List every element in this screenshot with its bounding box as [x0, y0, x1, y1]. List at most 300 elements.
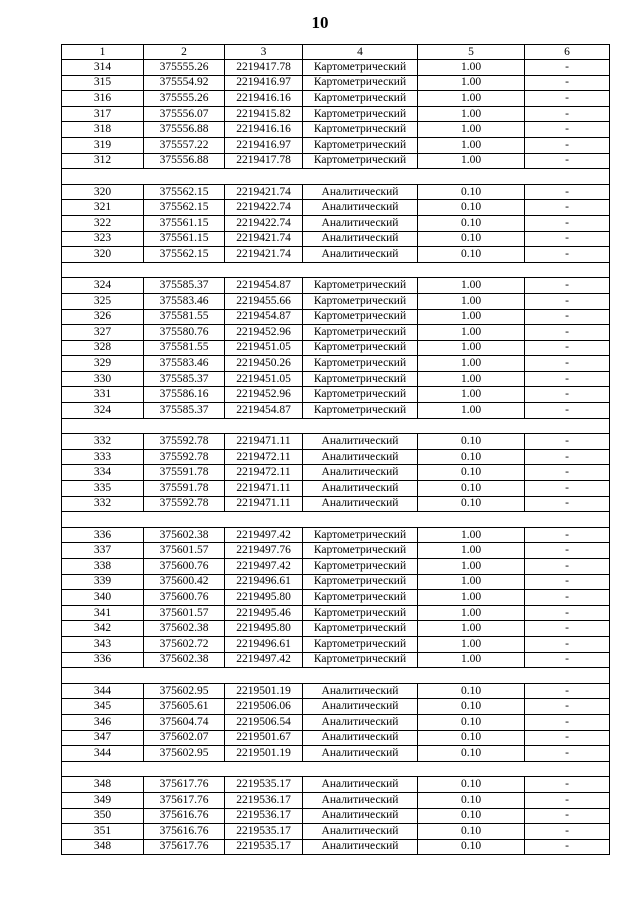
table-separator-row: [62, 668, 610, 684]
method-cell: Картометрический: [303, 636, 418, 652]
table-separator-row: [62, 169, 610, 185]
table-row: [62, 839, 610, 855]
note-cell: -: [525, 543, 610, 559]
x-coordinate-cell: 375556.88: [144, 122, 225, 138]
x-coordinate-cell: 375556.07: [144, 106, 225, 122]
x-coordinate-cell: 375583.46: [144, 293, 225, 309]
accuracy-cell: 1.00: [418, 356, 525, 372]
note-cell: -: [525, 574, 610, 590]
point-number-cell: 340: [62, 590, 144, 606]
y-coordinate-cell: 2219416.16: [225, 122, 303, 138]
note-cell: -: [525, 340, 610, 356]
point-number-cell: 335: [62, 481, 144, 497]
note-cell: -: [525, 683, 610, 699]
table-row: [62, 714, 610, 730]
x-coordinate-cell: 375601.57: [144, 605, 225, 621]
accuracy-cell: 0.10: [418, 465, 525, 481]
accuracy-cell: 1.00: [418, 309, 525, 325]
x-coordinate-cell: 375605.61: [144, 699, 225, 715]
x-coordinate-cell: 375591.78: [144, 465, 225, 481]
x-coordinate-cell: 375585.37: [144, 371, 225, 387]
point-number-cell: 332: [62, 496, 144, 512]
header-col-6: 6: [525, 45, 610, 60]
accuracy-cell: 1.00: [418, 278, 525, 294]
method-cell: Аналитический: [303, 434, 418, 450]
note-cell: -: [525, 325, 610, 341]
accuracy-cell: 1.00: [418, 403, 525, 419]
y-coordinate-cell: 2219472.11: [225, 449, 303, 465]
page-number: 10: [311, 13, 329, 32]
note-cell: -: [525, 278, 610, 294]
method-cell: Аналитический: [303, 465, 418, 481]
table-row: [62, 137, 610, 153]
x-coordinate-cell: 375617.76: [144, 792, 225, 808]
table-row: [62, 792, 610, 808]
accuracy-cell: 1.00: [418, 527, 525, 543]
method-cell: Аналитический: [303, 777, 418, 793]
y-coordinate-cell: 2219452.96: [225, 325, 303, 341]
y-coordinate-cell: 2219454.87: [225, 309, 303, 325]
note-cell: -: [525, 652, 610, 668]
note-cell: -: [525, 465, 610, 481]
table-row: [62, 636, 610, 652]
note-cell: -: [525, 184, 610, 200]
accuracy-cell: 0.10: [418, 683, 525, 699]
method-cell: Картометрический: [303, 527, 418, 543]
table-row: [62, 590, 610, 606]
accuracy-cell: 1.00: [418, 652, 525, 668]
note-cell: -: [525, 60, 610, 76]
method-cell: Аналитический: [303, 496, 418, 512]
note-cell: -: [525, 636, 610, 652]
note-cell: -: [525, 231, 610, 247]
method-cell: Картометрический: [303, 340, 418, 356]
table-row: [62, 387, 610, 403]
separator-cell: [62, 169, 610, 185]
table-row: [62, 293, 610, 309]
x-coordinate-cell: 375592.78: [144, 449, 225, 465]
point-number-cell: 312: [62, 153, 144, 169]
header-col-4: 4: [303, 45, 418, 60]
point-number-cell: 349: [62, 792, 144, 808]
method-cell: Аналитический: [303, 231, 418, 247]
accuracy-cell: 1.00: [418, 340, 525, 356]
accuracy-cell: 1.00: [418, 106, 525, 122]
separator-cell: [62, 512, 610, 528]
x-coordinate-cell: 375617.76: [144, 777, 225, 793]
y-coordinate-cell: 2219497.42: [225, 527, 303, 543]
accuracy-cell: 0.10: [418, 824, 525, 840]
table-row: [62, 75, 610, 91]
point-number-cell: 321: [62, 200, 144, 216]
point-number-cell: 337: [62, 543, 144, 559]
y-coordinate-cell: 2219421.74: [225, 231, 303, 247]
method-cell: Картометрический: [303, 309, 418, 325]
note-cell: -: [525, 75, 610, 91]
point-number-cell: 347: [62, 730, 144, 746]
note-cell: -: [525, 200, 610, 216]
accuracy-cell: 1.00: [418, 543, 525, 559]
table-row: [62, 527, 610, 543]
method-cell: Картометрический: [303, 605, 418, 621]
accuracy-cell: 1.00: [418, 621, 525, 637]
point-number-cell: 320: [62, 184, 144, 200]
point-number-cell: 327: [62, 325, 144, 341]
y-coordinate-cell: 2219417.78: [225, 153, 303, 169]
accuracy-cell: 0.10: [418, 200, 525, 216]
accuracy-cell: 1.00: [418, 91, 525, 107]
accuracy-cell: 1.00: [418, 122, 525, 138]
note-cell: -: [525, 387, 610, 403]
y-coordinate-cell: 2219452.96: [225, 387, 303, 403]
x-coordinate-cell: 375581.55: [144, 309, 225, 325]
method-cell: Картометрический: [303, 91, 418, 107]
x-coordinate-cell: 375580.76: [144, 325, 225, 341]
point-number-cell: 336: [62, 527, 144, 543]
method-cell: Аналитический: [303, 808, 418, 824]
method-cell: Картометрический: [303, 652, 418, 668]
y-coordinate-cell: 2219416.97: [225, 75, 303, 91]
y-coordinate-cell: 2219506.06: [225, 699, 303, 715]
x-coordinate-cell: 375555.26: [144, 91, 225, 107]
point-number-cell: 314: [62, 60, 144, 76]
table-separator-row: [62, 418, 610, 434]
accuracy-cell: 1.00: [418, 371, 525, 387]
accuracy-cell: 1.00: [418, 590, 525, 606]
header-row: [62, 45, 610, 60]
note-cell: -: [525, 730, 610, 746]
method-cell: Аналитический: [303, 215, 418, 231]
note-cell: -: [525, 496, 610, 512]
table-row: [62, 574, 610, 590]
y-coordinate-cell: 2219496.61: [225, 636, 303, 652]
point-number-cell: 324: [62, 278, 144, 294]
accuracy-cell: 0.10: [418, 215, 525, 231]
y-coordinate-cell: 2219451.05: [225, 340, 303, 356]
y-coordinate-cell: 2219471.11: [225, 481, 303, 497]
method-cell: Аналитический: [303, 839, 418, 855]
table-row: [62, 309, 610, 325]
x-coordinate-cell: 375602.95: [144, 683, 225, 699]
y-coordinate-cell: 2219454.87: [225, 403, 303, 419]
x-coordinate-cell: 375600.42: [144, 574, 225, 590]
table-body: [62, 60, 610, 855]
point-number-cell: 324: [62, 403, 144, 419]
accuracy-cell: 0.10: [418, 184, 525, 200]
x-coordinate-cell: 375586.16: [144, 387, 225, 403]
table-row: [62, 153, 610, 169]
x-coordinate-cell: 375561.15: [144, 215, 225, 231]
y-coordinate-cell: 2219535.17: [225, 839, 303, 855]
note-cell: -: [525, 777, 610, 793]
accuracy-cell: 0.10: [418, 730, 525, 746]
x-coordinate-cell: 375557.22: [144, 137, 225, 153]
table-row: [62, 231, 610, 247]
header-col-2: 2: [144, 45, 225, 60]
table-row: [62, 824, 610, 840]
accuracy-cell: 0.10: [418, 231, 525, 247]
method-cell: Аналитический: [303, 449, 418, 465]
method-cell: Картометрический: [303, 543, 418, 559]
table-row: [62, 481, 610, 497]
accuracy-cell: 0.10: [418, 714, 525, 730]
point-number-cell: 348: [62, 777, 144, 793]
table-row: [62, 699, 610, 715]
accuracy-cell: 0.10: [418, 792, 525, 808]
note-cell: -: [525, 621, 610, 637]
method-cell: Картометрический: [303, 137, 418, 153]
y-coordinate-cell: 2219455.66: [225, 293, 303, 309]
y-coordinate-cell: 2219422.74: [225, 200, 303, 216]
x-coordinate-cell: 375581.55: [144, 340, 225, 356]
header-col-5: 5: [418, 45, 525, 60]
method-cell: Картометрический: [303, 403, 418, 419]
table-row: [62, 449, 610, 465]
y-coordinate-cell: 2219536.17: [225, 792, 303, 808]
accuracy-cell: 1.00: [418, 636, 525, 652]
table-row: [62, 730, 610, 746]
method-cell: Аналитический: [303, 247, 418, 263]
accuracy-cell: 0.10: [418, 808, 525, 824]
y-coordinate-cell: 2219501.19: [225, 746, 303, 762]
y-coordinate-cell: 2219421.74: [225, 247, 303, 263]
note-cell: -: [525, 247, 610, 263]
note-cell: -: [525, 106, 610, 122]
table-row: [62, 652, 610, 668]
point-number-cell: 338: [62, 559, 144, 575]
method-cell: Картометрический: [303, 356, 418, 372]
y-coordinate-cell: 2219495.80: [225, 590, 303, 606]
method-cell: Картометрический: [303, 559, 418, 575]
note-cell: -: [525, 371, 610, 387]
y-coordinate-cell: 2219535.17: [225, 824, 303, 840]
table-separator-row: [62, 761, 610, 777]
note-cell: -: [525, 293, 610, 309]
y-coordinate-cell: 2219497.42: [225, 652, 303, 668]
accuracy-cell: 1.00: [418, 574, 525, 590]
accuracy-cell: 1.00: [418, 75, 525, 91]
note-cell: -: [525, 746, 610, 762]
note-cell: -: [525, 434, 610, 450]
method-cell: Картометрический: [303, 574, 418, 590]
y-coordinate-cell: 2219535.17: [225, 777, 303, 793]
table-row: [62, 808, 610, 824]
note-cell: -: [525, 792, 610, 808]
x-coordinate-cell: 375602.95: [144, 746, 225, 762]
accuracy-cell: 1.00: [418, 137, 525, 153]
note-cell: -: [525, 590, 610, 606]
x-coordinate-cell: 375600.76: [144, 559, 225, 575]
x-coordinate-cell: 375617.76: [144, 839, 225, 855]
table-row: [62, 106, 610, 122]
x-coordinate-cell: 375583.46: [144, 356, 225, 372]
method-cell: Аналитический: [303, 481, 418, 497]
point-number-cell: 317: [62, 106, 144, 122]
accuracy-cell: 0.10: [418, 777, 525, 793]
method-cell: Картометрический: [303, 75, 418, 91]
note-cell: -: [525, 527, 610, 543]
accuracy-cell: 1.00: [418, 387, 525, 403]
table-row: [62, 371, 610, 387]
y-coordinate-cell: 2219417.78: [225, 60, 303, 76]
x-coordinate-cell: 375592.78: [144, 434, 225, 450]
point-number-cell: 328: [62, 340, 144, 356]
method-cell: Картометрический: [303, 60, 418, 76]
table-row: [62, 683, 610, 699]
method-cell: Аналитический: [303, 699, 418, 715]
point-number-cell: 341: [62, 605, 144, 621]
table-row: [62, 91, 610, 107]
note-cell: -: [525, 824, 610, 840]
note-cell: -: [525, 153, 610, 169]
y-coordinate-cell: 2219536.17: [225, 808, 303, 824]
point-number-cell: 326: [62, 309, 144, 325]
table-row: [62, 777, 610, 793]
accuracy-cell: 0.10: [418, 434, 525, 450]
note-cell: -: [525, 559, 610, 575]
y-coordinate-cell: 2219422.74: [225, 215, 303, 231]
x-coordinate-cell: 375602.72: [144, 636, 225, 652]
method-cell: Картометрический: [303, 293, 418, 309]
x-coordinate-cell: 375616.76: [144, 824, 225, 840]
separator-cell: [62, 418, 610, 434]
table-row: [62, 496, 610, 512]
y-coordinate-cell: 2219495.46: [225, 605, 303, 621]
x-coordinate-cell: 375585.37: [144, 278, 225, 294]
table-row: [62, 356, 610, 372]
note-cell: -: [525, 215, 610, 231]
table-row: [62, 60, 610, 76]
point-number-cell: 351: [62, 824, 144, 840]
table-row: [62, 621, 610, 637]
accuracy-cell: 1.00: [418, 60, 525, 76]
method-cell: Картометрический: [303, 122, 418, 138]
method-cell: Картометрический: [303, 278, 418, 294]
accuracy-cell: 0.10: [418, 481, 525, 497]
note-cell: -: [525, 137, 610, 153]
point-number-cell: 350: [62, 808, 144, 824]
table-row: [62, 200, 610, 216]
x-coordinate-cell: 375585.37: [144, 403, 225, 419]
table-row: [62, 278, 610, 294]
table-row: [62, 184, 610, 200]
x-coordinate-cell: 375591.78: [144, 481, 225, 497]
x-coordinate-cell: 375616.76: [144, 808, 225, 824]
point-number-cell: 348: [62, 839, 144, 855]
table-row: [62, 340, 610, 356]
y-coordinate-cell: 2219415.82: [225, 106, 303, 122]
point-number-cell: 318: [62, 122, 144, 138]
accuracy-cell: 0.10: [418, 247, 525, 263]
separator-cell: [62, 761, 610, 777]
point-number-cell: 331: [62, 387, 144, 403]
table-separator-row: [62, 512, 610, 528]
header-col-3: 3: [225, 45, 303, 60]
note-cell: -: [525, 91, 610, 107]
method-cell: Аналитический: [303, 746, 418, 762]
x-coordinate-cell: 375562.15: [144, 200, 225, 216]
x-coordinate-cell: 375602.38: [144, 621, 225, 637]
method-cell: Аналитический: [303, 730, 418, 746]
y-coordinate-cell: 2219471.11: [225, 434, 303, 450]
x-coordinate-cell: 375602.07: [144, 730, 225, 746]
x-coordinate-cell: 375602.38: [144, 527, 225, 543]
method-cell: Картометрический: [303, 153, 418, 169]
accuracy-cell: 0.10: [418, 449, 525, 465]
method-cell: Картометрический: [303, 371, 418, 387]
accuracy-cell: 1.00: [418, 153, 525, 169]
accuracy-cell: 1.00: [418, 559, 525, 575]
method-cell: Картометрический: [303, 387, 418, 403]
table-row: [62, 122, 610, 138]
table-separator-row: [62, 262, 610, 278]
table-row: [62, 605, 610, 621]
point-number-cell: 323: [62, 231, 144, 247]
x-coordinate-cell: 375554.92: [144, 75, 225, 91]
y-coordinate-cell: 2219450.26: [225, 356, 303, 372]
accuracy-cell: 0.10: [418, 699, 525, 715]
x-coordinate-cell: 375592.78: [144, 496, 225, 512]
point-number-cell: 316: [62, 91, 144, 107]
method-cell: Аналитический: [303, 714, 418, 730]
header-col-1: 1: [62, 45, 144, 60]
x-coordinate-cell: 375600.76: [144, 590, 225, 606]
table-row: [62, 559, 610, 575]
y-coordinate-cell: 2219472.11: [225, 465, 303, 481]
point-number-cell: 346: [62, 714, 144, 730]
table-row: [62, 325, 610, 341]
y-coordinate-cell: 2219416.97: [225, 137, 303, 153]
point-number-cell: 320: [62, 247, 144, 263]
method-cell: Аналитический: [303, 184, 418, 200]
coordinates-table: [61, 44, 610, 855]
y-coordinate-cell: 2219501.67: [225, 730, 303, 746]
point-number-cell: 315: [62, 75, 144, 91]
note-cell: -: [525, 356, 610, 372]
note-cell: -: [525, 449, 610, 465]
point-number-cell: 329: [62, 356, 144, 372]
note-cell: -: [525, 309, 610, 325]
method-cell: Аналитический: [303, 792, 418, 808]
y-coordinate-cell: 2219506.54: [225, 714, 303, 730]
point-number-cell: 334: [62, 465, 144, 481]
separator-cell: [62, 668, 610, 684]
point-number-cell: 345: [62, 699, 144, 715]
y-coordinate-cell: 2219454.87: [225, 278, 303, 294]
method-cell: Аналитический: [303, 683, 418, 699]
y-coordinate-cell: 2219416.16: [225, 91, 303, 107]
x-coordinate-cell: 375602.38: [144, 652, 225, 668]
method-cell: Картометрический: [303, 325, 418, 341]
table-row: [62, 247, 610, 263]
point-number-cell: 330: [62, 371, 144, 387]
point-number-cell: 332: [62, 434, 144, 450]
y-coordinate-cell: 2219497.42: [225, 559, 303, 575]
note-cell: -: [525, 808, 610, 824]
note-cell: -: [525, 605, 610, 621]
x-coordinate-cell: 375555.26: [144, 60, 225, 76]
note-cell: -: [525, 714, 610, 730]
y-coordinate-cell: 2219501.19: [225, 683, 303, 699]
x-coordinate-cell: 375562.15: [144, 247, 225, 263]
x-coordinate-cell: 375604.74: [144, 714, 225, 730]
point-number-cell: 344: [62, 683, 144, 699]
accuracy-cell: 0.10: [418, 839, 525, 855]
method-cell: Аналитический: [303, 200, 418, 216]
point-number-cell: 319: [62, 137, 144, 153]
x-coordinate-cell: 375561.15: [144, 231, 225, 247]
accuracy-cell: 1.00: [418, 325, 525, 341]
